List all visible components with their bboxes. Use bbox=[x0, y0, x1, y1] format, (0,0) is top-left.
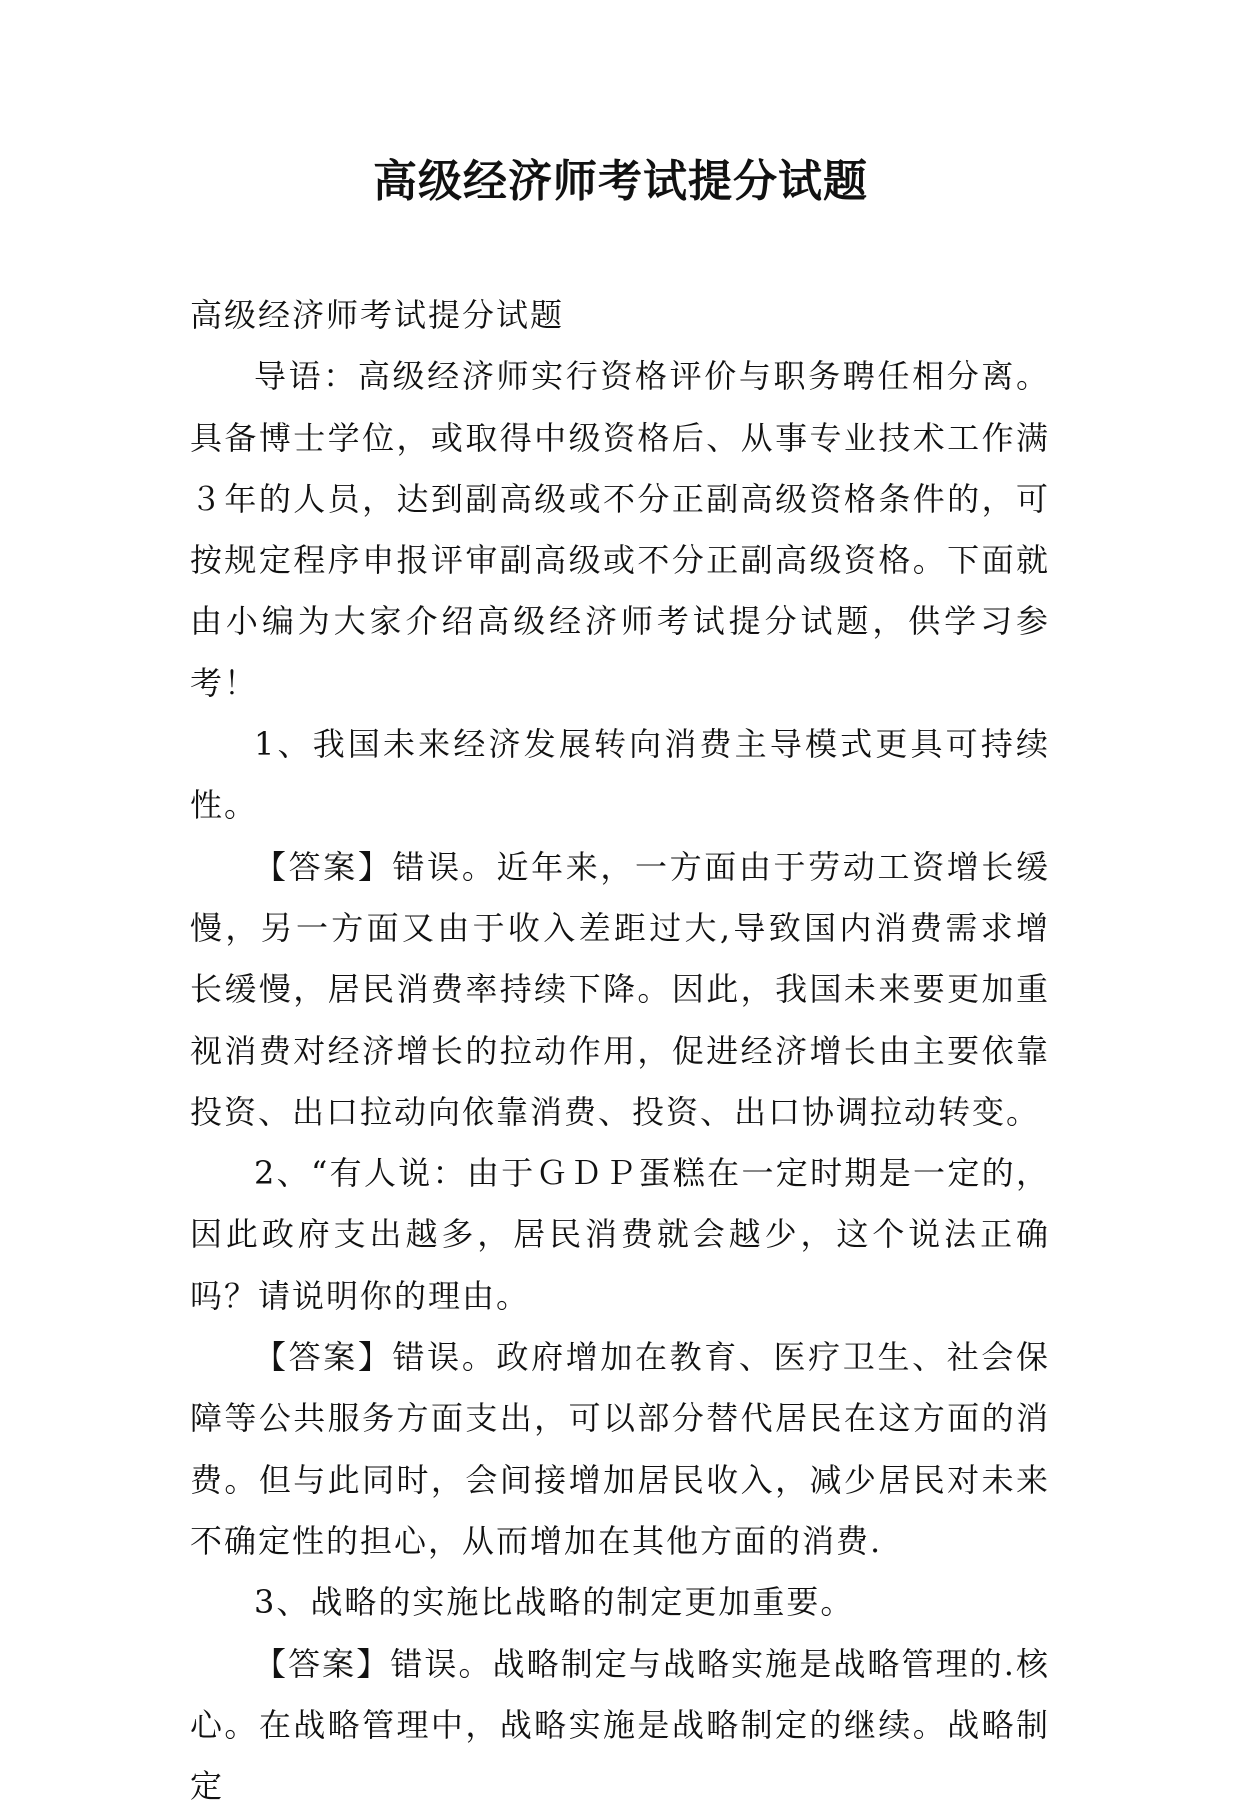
answer-3: 【答案】错误。战略制定与战略实施是战略管理的.核心。在战略管理中，战略实施是战略制定的继续。战略制定 bbox=[190, 1644, 1050, 1806]
answer-1: 【答案】错误。近年来，一方面由于劳动工资增长缓慢，另一方面又由于收入差距过大,导致国内消费需求增长缓慢，居民消费率持续下降。因此，我国未来要更加重视消费对经济增长的拉动作用，促进经济增长由主要依靠投资、出口拉动向依靠消费、投资、出口协调拉动转变。 bbox=[190, 847, 1050, 1131]
question-1: 1、我国未来经济发展转向消费主导模式更具可持续性。 bbox=[190, 725, 1050, 825]
paragraph-intro: 导语：高级经济师实行资格评价与职务聘任相分离。具备博士学位，或取得中级资格后、从事专业技术工作满３年的人员，达到副高级或不分正副高级资格条件的，可按规定程序申报评审副高级或不分正副高级资格。下面就由小编为大家介绍高级经济师考试提分试题，供学习参考！ bbox=[190, 357, 1050, 702]
question-2: 2、“有人说：由于ＧＤＰ蛋糕在一定时期是一定的，因此政府支出越多，居民消费就会越少，这个说法正确吗？请说明你的理由。 bbox=[190, 1154, 1050, 1315]
paragraph-heading: 高级经济师考试提分试题 bbox=[190, 296, 565, 334]
question-3: 3、战略的实施比战略的制定更加重要。 bbox=[254, 1583, 855, 1622]
answer-2: 【答案】错误。政府增加在教育、医疗卫生、社会保障等公共服务方面支出，可以部分替代居民在这方面的消费。但与此同时，会间接增加居民收入，减少居民对未来不确定性的担心，从而增加在其他方面的消费. bbox=[190, 1338, 1050, 1560]
document-body bbox=[190, 285, 1050, 1817]
document-title: 高级经济师考试提分试题 bbox=[373, 156, 868, 207]
